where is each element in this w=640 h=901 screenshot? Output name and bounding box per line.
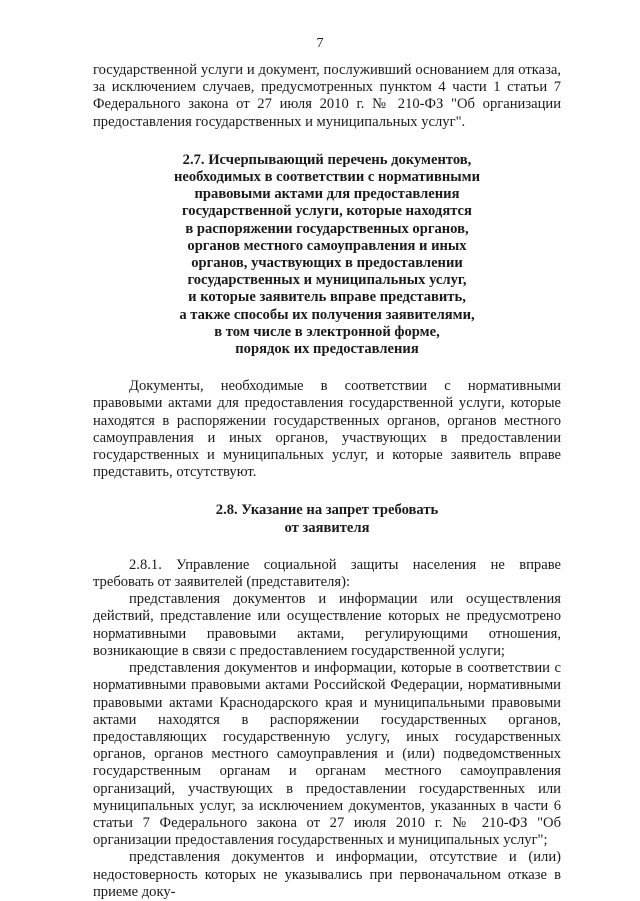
section-2-8-heading <box>93 502 561 536</box>
heading-line: в том числе в электронной форме, <box>214 323 440 340</box>
heading-line: правовыми актами для предоставления <box>194 186 460 203</box>
heading-line: в распоряжении государственных органов, <box>185 220 469 237</box>
heading-line: 2.8. Указание на запрет требовать <box>215 502 439 519</box>
page-content <box>93 62 561 901</box>
heading-line: и которые заявитель вправе представить, <box>188 289 466 306</box>
heading-line: государственной услуги, которые находятся <box>182 203 472 220</box>
heading-line: от заявителя <box>284 519 370 536</box>
list-item-paragraph: представления документов и информации, которые в соответствии с нормативными правовыми актами Российской Федерации, нормативными правовыми актами Краснодарского края и муниципальными правовыми актами находятся в распоряжении государственных органов, предоставляющих государственную услугу, иных государственных органов, органов местного самоуправления и (или) подведомственных государственным органам и органам местного самоуправления организаций, участвующих в предоставлении государственных или муниципальных услуг, за исключением документов, указанных в части 6 статьи 7 Федерального закона от 27 июля 2010 г. № 210-ФЗ "Об организации предоставления государственных и муниципальных услуг"; <box>93 660 561 849</box>
heading-line: порядок их предоставления <box>235 341 419 358</box>
intro-paragraph: государственной услуги и документ, послуживший основанием для отказа, за исключением случаев, предусмотренных пунктом 4 части 1 статьи 7 Федерального закона от 27 июля 2010 г. № 210-ФЗ "Об организации предоставления государственных и муниципальных услуг". <box>93 62 561 130</box>
section-2-7-heading <box>93 152 561 358</box>
heading-line: органов, участвующих в предоставлении <box>191 255 463 272</box>
heading-line: 2.7. Исчерпывающий перечень документов, <box>182 151 472 168</box>
paragraph-2-8-1: 2.8.1. Управление социальной защиты населения не вправе требовать от заявителей (представителя): <box>93 556 561 591</box>
list-item-paragraph: представления документов и информации или осуществления действий, представление или осуществление которых не предусмотрено нормативными правовыми актами, регулирующими отношения, возникающие в связи с предоставлением государственной услуги; <box>93 591 561 659</box>
section-2-7-body: Документы, необходимые в соответствии с нормативными правовыми актами для предоставления государственной услуги, которые находятся в распоряжении государственных органов, органов местного самоуправления и иных органов, участвующих в предоставлении государственных и муниципальных услуг, и которые заявитель вправе представить, отсутствуют. <box>93 378 561 481</box>
heading-line: а также способы их получения заявителями, <box>179 306 475 323</box>
heading-line: государственных и муниципальных услуг, <box>187 272 467 289</box>
list-item-paragraph: представления документов и информации, отсутствие и (или) недостоверность которых не указывались при первоначальном отказе в приеме доку- <box>93 849 561 900</box>
heading-line: органов местного самоуправления и иных <box>187 237 467 254</box>
page-number: 7 <box>316 36 324 51</box>
heading-line: необходимых в соответствии с нормативными <box>174 169 480 186</box>
